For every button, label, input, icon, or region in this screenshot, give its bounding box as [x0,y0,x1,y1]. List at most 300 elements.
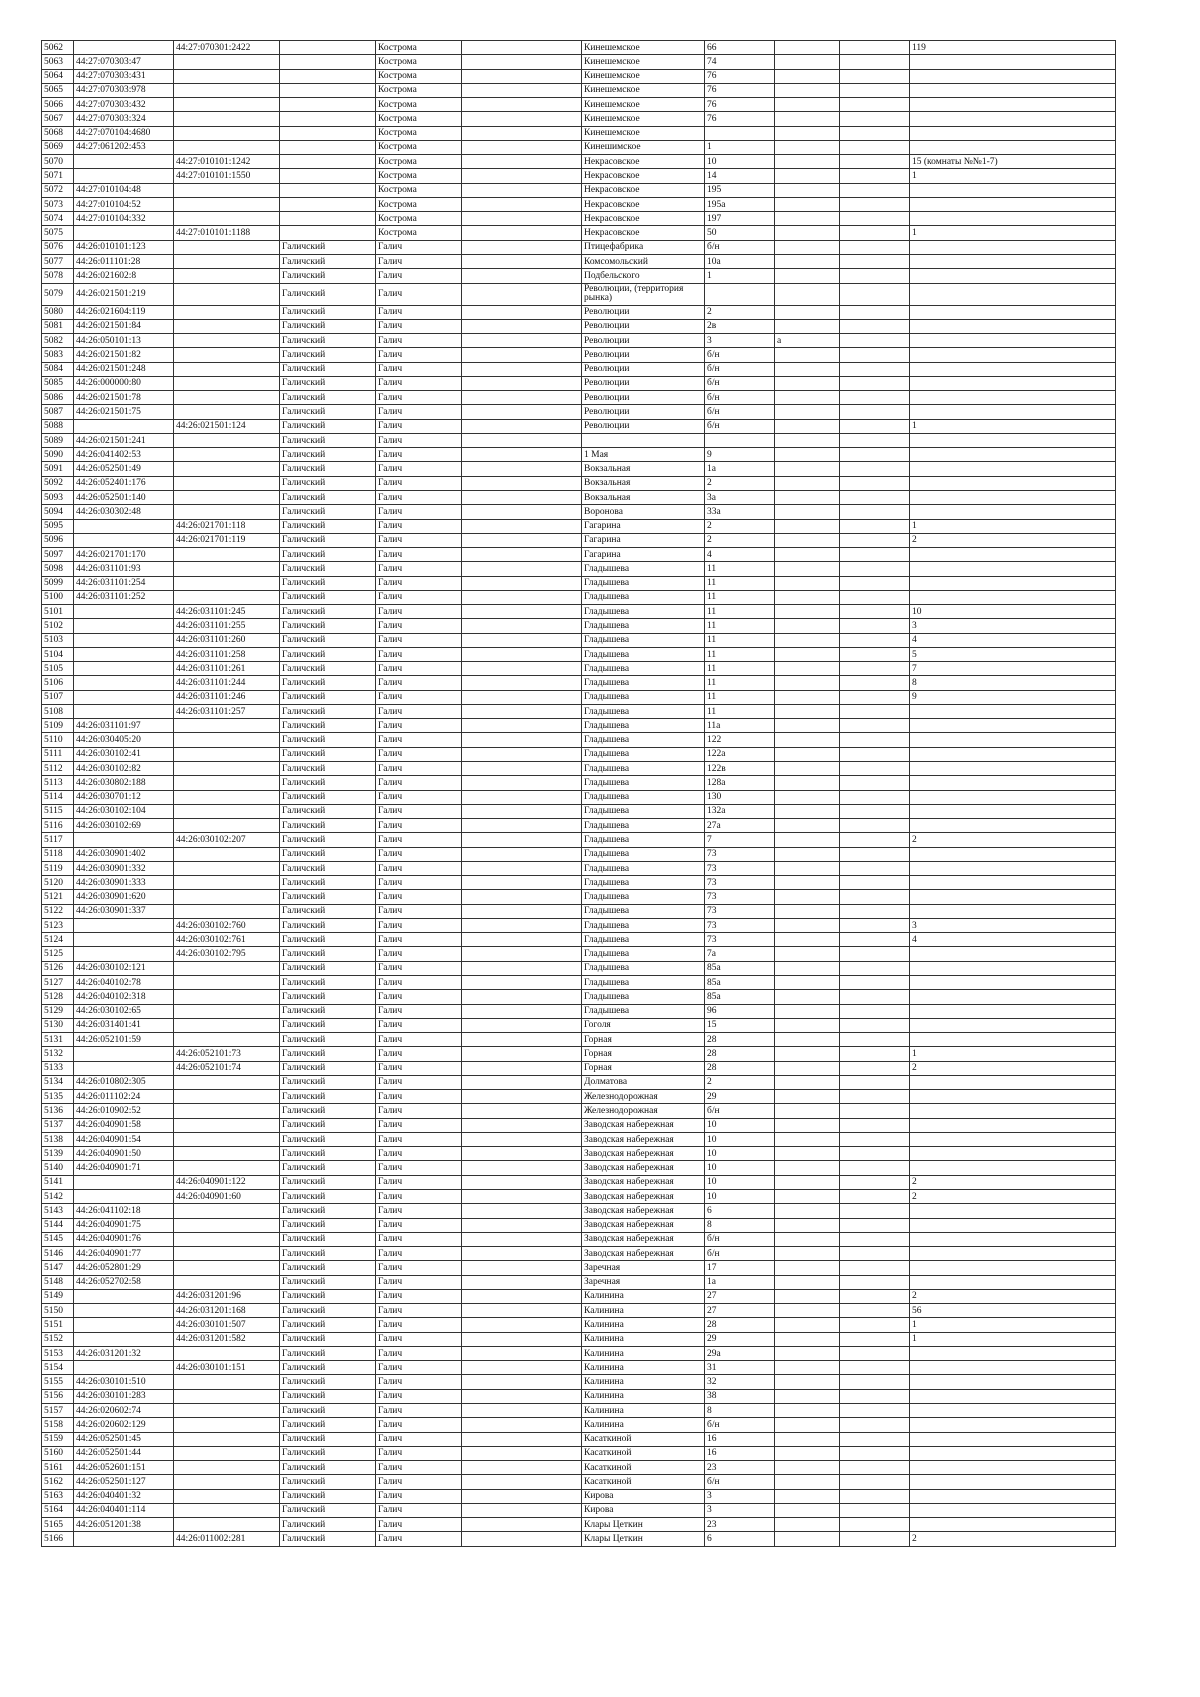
cell-district: Галичский [280,1332,376,1346]
cell-row-number: 5108 [42,704,74,718]
cell-structure [840,1204,910,1218]
cell-building [775,254,840,268]
cell-district: Галичский [280,1161,376,1175]
cell-house-number: б/н [705,419,775,433]
cell-row-number: 5069 [42,140,74,154]
cell-parent-cadastral-number [174,376,280,390]
cell-house-number: 76 [705,98,775,112]
cell-parent-cadastral-number [174,1489,280,1503]
cell-locality [462,1075,582,1089]
table-row [42,376,1116,390]
cell-apartment: 2 [910,1175,1116,1189]
cell-cadastral-number [74,633,174,647]
cell-district: Галичский [280,747,376,761]
cell-building [775,140,840,154]
cell-building [775,197,840,211]
cell-city: Галич [376,961,462,975]
cell-row-number: 5120 [42,876,74,890]
cell-house-number: 29а [705,1346,775,1360]
cell-structure [840,861,910,875]
cell-building [775,676,840,690]
cell-locality [462,1147,582,1161]
cell-row-number: 5166 [42,1532,74,1546]
cell-district: Галичский [280,1104,376,1118]
cell-district: Галичский [280,1261,376,1275]
cell-district: Галичский [280,1432,376,1446]
cell-apartment [910,269,1116,283]
cell-district: Галичский [280,647,376,661]
cell-parent-cadastral-number: 44:26:031201:582 [174,1332,280,1346]
cell-district: Галичский [280,876,376,890]
cell-locality [462,619,582,633]
cell-apartment [910,197,1116,211]
cell-city: Галич [376,269,462,283]
cell-parent-cadastral-number: 44:27:010101:1242 [174,155,280,169]
cell-locality [462,1403,582,1417]
cell-district: Галичский [280,533,376,547]
cell-street: Калинина [582,1346,705,1360]
cell-parent-cadastral-number: 44:26:030102:761 [174,933,280,947]
cell-building [775,1204,840,1218]
cell-building [775,1346,840,1360]
cell-cadastral-number [74,419,174,433]
cell-structure [840,1247,910,1261]
table-row [42,819,1116,833]
cell-structure [840,41,910,55]
cell-cadastral-number [74,1532,174,1546]
cell-row-number: 5115 [42,804,74,818]
cell-house-number: 122в [705,762,775,776]
cell-row-number: 5142 [42,1189,74,1203]
cell-locality [462,1018,582,1032]
cell-structure [840,319,910,333]
cell-street: Некрасовское [582,226,705,240]
cell-city: Галич [376,462,462,476]
cell-cadastral-number: 44:26:031101:97 [74,719,174,733]
cell-building [775,41,840,55]
cell-parent-cadastral-number [174,1389,280,1403]
cell-cadastral-number: 44:26:030405:20 [74,733,174,747]
cell-street: Некрасовское [582,169,705,183]
cell-parent-cadastral-number [174,1033,280,1047]
cell-structure [840,1232,910,1246]
cell-district: Галичский [280,319,376,333]
cell-structure [840,1503,910,1517]
cell-apartment [910,83,1116,97]
cell-structure [840,1403,910,1417]
table-row [42,476,1116,490]
cell-cadastral-number: 44:26:030101:283 [74,1389,174,1403]
cell-house-number [705,126,775,140]
cell-street: Калинина [582,1389,705,1403]
cell-locality [462,1047,582,1061]
cell-cadastral-number: 44:26:052401:176 [74,476,174,490]
cell-street: Кирова [582,1489,705,1503]
cell-city: Галич [376,1403,462,1417]
cell-cadastral-number: 44:26:030102:104 [74,804,174,818]
cell-building [775,112,840,126]
cell-district: Галичский [280,376,376,390]
cell-city: Галич [376,1532,462,1546]
cell-structure [840,1532,910,1546]
cell-city: Галич [376,448,462,462]
table-row [42,1175,1116,1189]
table-row [42,1318,1116,1332]
table-row [42,140,1116,154]
cell-locality [462,647,582,661]
cell-district: Галичский [280,1247,376,1261]
cell-house-number: б/н [705,348,775,362]
cell-district: Галичский [280,904,376,918]
cell-cadastral-number: 44:26:040901:58 [74,1118,174,1132]
cell-house-number: 11 [705,605,775,619]
table-row [42,804,1116,818]
cell-house-number: 23 [705,1461,775,1475]
cell-structure [840,990,910,1004]
cell-parent-cadastral-number [174,548,280,562]
cell-structure [840,1318,910,1332]
cell-cadastral-number: 44:27:070303:47 [74,55,174,69]
table-row [42,776,1116,790]
cell-parent-cadastral-number [174,562,280,576]
cell-building [775,861,840,875]
cell-locality [462,1132,582,1146]
cell-apartment [910,1204,1116,1218]
cell-parent-cadastral-number [174,961,280,975]
cell-building [775,619,840,633]
cell-locality [462,1161,582,1175]
cell-structure [840,804,910,818]
cell-district: Галичский [280,519,376,533]
cell-cadastral-number [74,1318,174,1332]
cell-street: Заводская набережная [582,1189,705,1203]
cell-city: Галич [376,861,462,875]
cell-parent-cadastral-number [174,1118,280,1132]
cell-cadastral-number: 44:26:040102:318 [74,990,174,1004]
cell-cadastral-number: 44:26:010902:52 [74,1104,174,1118]
cell-house-number: б/н [705,240,775,254]
cell-street: Гладышева [582,562,705,576]
cell-building [775,319,840,333]
cell-street: Революции, (территория рынка) [582,283,705,305]
cell-structure [840,1061,910,1075]
cell-parent-cadastral-number: 44:26:021701:118 [174,519,280,533]
cell-street: Гладышева [582,918,705,932]
cell-locality [462,633,582,647]
table-row [42,662,1116,676]
cell-parent-cadastral-number [174,1446,280,1460]
cell-building [775,305,840,319]
cell-district: Галичский [280,762,376,776]
cell-house-number: 29 [705,1332,775,1346]
cell-building [775,1489,840,1503]
cell-district: Галичский [280,704,376,718]
cell-city: Галич [376,1132,462,1146]
cell-city: Галич [376,376,462,390]
cell-cadastral-number [74,1332,174,1346]
cell-building [775,847,840,861]
cell-city: Галич [376,548,462,562]
cell-cadastral-number: 44:26:030102:69 [74,819,174,833]
cell-apartment [910,319,1116,333]
cell-row-number: 5136 [42,1104,74,1118]
cell-structure [840,183,910,197]
cell-locality [462,1289,582,1303]
cell-apartment [910,704,1116,718]
cell-district: Галичский [280,254,376,268]
cell-city: Галич [376,890,462,904]
cell-street: Гладышева [582,790,705,804]
cell-district: Галичский [280,1489,376,1503]
cell-building [775,448,840,462]
cell-structure [840,1461,910,1475]
cell-locality [462,1261,582,1275]
cell-street: Гладышева [582,819,705,833]
cell-house-number: 28 [705,1047,775,1061]
cell-district: Галичский [280,362,376,376]
cell-locality [462,548,582,562]
cell-row-number: 5140 [42,1161,74,1175]
cell-parent-cadastral-number [174,319,280,333]
cell-parent-cadastral-number: 44:26:031101:245 [174,605,280,619]
cell-building [775,1047,840,1061]
cell-building [775,126,840,140]
cell-apartment [910,1375,1116,1389]
cell-city: Кострома [376,140,462,154]
cell-locality [462,69,582,83]
cell-structure [840,519,910,533]
cell-locality [462,433,582,447]
cell-building [775,1318,840,1332]
cell-row-number: 5118 [42,847,74,861]
cell-house-number: 130 [705,790,775,804]
cell-city: Галич [376,762,462,776]
table-row [42,990,1116,1004]
table-row [42,1461,1116,1475]
cell-parent-cadastral-number [174,1147,280,1161]
cell-row-number: 5137 [42,1118,74,1132]
cell-row-number: 5112 [42,762,74,776]
table-row [42,405,1116,419]
cell-cadastral-number: 44:26:021501:248 [74,362,174,376]
table-row [42,126,1116,140]
cell-cadastral-number [74,704,174,718]
cell-house-number [705,283,775,305]
cell-parent-cadastral-number [174,1075,280,1089]
table-row [42,391,1116,405]
cell-structure [840,1275,910,1289]
cell-street: Гладышева [582,762,705,776]
cell-apartment: 2 [910,833,1116,847]
cell-apartment: 2 [910,1061,1116,1075]
cell-building [775,747,840,761]
cell-house-number: 85а [705,961,775,975]
cell-house-number: 195 [705,183,775,197]
cell-locality [462,590,582,604]
table-row [42,305,1116,319]
table-row [42,1518,1116,1532]
cell-cadastral-number: 44:26:030901:333 [74,876,174,890]
cell-cadastral-number: 44:26:040901:71 [74,1161,174,1175]
cell-locality [462,183,582,197]
cell-structure [840,933,910,947]
cell-city: Галич [376,1418,462,1432]
cell-city: Галич [376,562,462,576]
cell-street: Гладышева [582,1004,705,1018]
cell-parent-cadastral-number [174,362,280,376]
cell-locality [462,212,582,226]
cell-locality [462,376,582,390]
table-row [42,719,1116,733]
cell-street: Железнодорожная [582,1090,705,1104]
cell-locality [462,362,582,376]
cell-row-number: 5098 [42,562,74,576]
cell-building: а [775,334,840,348]
cell-row-number: 5119 [42,861,74,875]
cell-house-number: 85а [705,976,775,990]
cell-cadastral-number [74,833,174,847]
cell-street: Кинешемское [582,98,705,112]
cell-street: Заречная [582,1261,705,1275]
table-row [42,1346,1116,1360]
cell-structure [840,226,910,240]
cell-parent-cadastral-number [174,976,280,990]
cell-cadastral-number [74,647,174,661]
cell-cadastral-number [74,918,174,932]
cell-city: Галич [376,405,462,419]
cell-parent-cadastral-number: 44:26:011002:281 [174,1532,280,1546]
cell-city: Галич [376,747,462,761]
cell-locality [462,169,582,183]
cell-city: Галич [376,1033,462,1047]
cell-building [775,533,840,547]
cell-locality [462,1389,582,1403]
cell-row-number: 5088 [42,419,74,433]
cell-locality [462,676,582,690]
cell-apartment [910,890,1116,904]
cell-city: Кострома [376,197,462,211]
cell-apartment: 2 [910,1532,1116,1546]
cell-district [280,55,376,69]
cell-cadastral-number [74,1175,174,1189]
cell-cadastral-number: 44:26:031101:254 [74,576,174,590]
cell-apartment [910,947,1116,961]
cell-structure [840,890,910,904]
table-row [42,533,1116,547]
cell-structure [840,719,910,733]
cell-building [775,226,840,240]
cell-row-number: 5071 [42,169,74,183]
cell-apartment [910,1475,1116,1489]
cell-city: Галич [376,619,462,633]
table-row [42,283,1116,305]
cell-building [775,1004,840,1018]
cell-parent-cadastral-number [174,576,280,590]
cell-row-number: 5135 [42,1090,74,1104]
cell-locality [462,1446,582,1460]
cell-city: Кострома [376,41,462,55]
cell-apartment [910,305,1116,319]
cell-street: Гладышева [582,904,705,918]
cell-cadastral-number: 44:26:010802:305 [74,1075,174,1089]
cell-locality [462,1532,582,1546]
cell-district: Галичский [280,283,376,305]
cell-locality [462,1518,582,1532]
cell-building [775,55,840,69]
cell-district: Галичский [280,305,376,319]
cell-locality [462,1304,582,1318]
cell-parent-cadastral-number [174,747,280,761]
cell-city: Галич [376,283,462,305]
cell-structure [840,112,910,126]
cell-apartment [910,976,1116,990]
cell-building [775,283,840,305]
cell-city: Кострома [376,55,462,69]
table-row [42,55,1116,69]
cell-row-number: 5163 [42,1489,74,1503]
cell-city: Галич [376,1332,462,1346]
cell-street: Гладышева [582,876,705,890]
cell-locality [462,476,582,490]
cell-building [775,933,840,947]
cell-structure [840,1218,910,1232]
cell-parent-cadastral-number [174,254,280,268]
cell-building [775,804,840,818]
cell-street: Вокзальная [582,462,705,476]
cell-locality [462,904,582,918]
cell-district: Галичский [280,719,376,733]
cell-row-number: 5074 [42,212,74,226]
cell-locality [462,1232,582,1246]
cell-house-number: 2 [705,305,775,319]
cell-district [280,69,376,83]
cell-row-number: 5154 [42,1361,74,1375]
cell-building [775,1232,840,1246]
cell-street [582,433,705,447]
cell-building [775,762,840,776]
cell-structure [840,1518,910,1532]
cell-district [280,226,376,240]
cell-parent-cadastral-number: 44:26:031101:255 [174,619,280,633]
table-row [42,676,1116,690]
cell-city: Галич [376,776,462,790]
cell-district: Галичский [280,1132,376,1146]
cell-locality [462,140,582,154]
table-row [42,605,1116,619]
table-row [42,1189,1116,1203]
cell-building [775,476,840,490]
cell-locality [462,719,582,733]
cell-row-number: 5125 [42,947,74,961]
cell-structure [840,704,910,718]
cell-street: Калинина [582,1304,705,1318]
cell-house-number: 10 [705,1132,775,1146]
cell-building [775,1118,840,1132]
cell-apartment: 2 [910,1289,1116,1303]
cell-city: Галич [376,348,462,362]
cell-structure [840,676,910,690]
cell-house-number: 11 [705,662,775,676]
cell-locality [462,733,582,747]
cell-district [280,155,376,169]
cell-city: Галич [376,1318,462,1332]
cell-cadastral-number: 44:26:040901:50 [74,1147,174,1161]
table-row [42,226,1116,240]
cell-structure [840,334,910,348]
cell-building [775,1261,840,1275]
cell-building [775,1375,840,1389]
cell-apartment [910,1218,1116,1232]
